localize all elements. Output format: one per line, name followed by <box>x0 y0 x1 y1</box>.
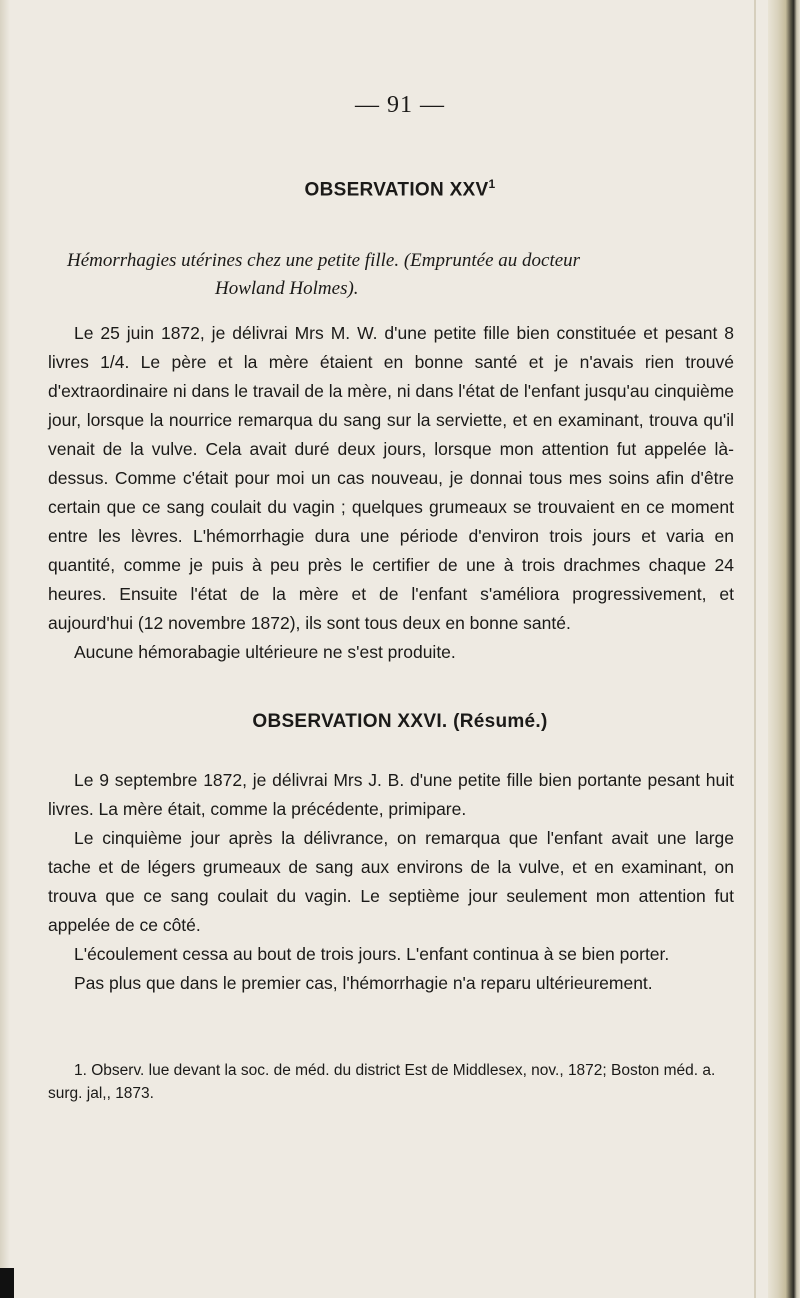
scan-corner-mark <box>0 1268 14 1298</box>
observation-25-paragraph: Aucune hémorabagie ultérieure ne s'est produite. <box>74 642 456 662</box>
observation-25-paragraph: Le 25 juin 1872, je délivrai Mrs M. W. d'une petite fille bien constituée et pesant 8 livres 1/4. Le père et la mère étaient en bonne santé et je n'avais rien trouvé d'extraordinaire ni dans le travail de la mère, ni dans l'état de l'enfant jusqu'au cinquième jour, lorsque la nourrice remarqua du sang sur la serviette, et en examinant, trouva qu'il venait de la vulve. Cela avait duré deux jours, lorsque mon attention fut appelée là-dessus. Comme c'était pour moi un cas nouveau, je donnai tous mes soins afin d'être certain que ce sang coulait du vagin ; quelques grumeaux se trouvaient en ce moment entre les lèvres. L'hémorrhagie dura une période d'environ trois jours et varia en quantité, comme je puis à peu près le certifier de une à trois drachmes chaque 24 heures. Ensuite l'état de la mère et de l'enfant s'améliora progressivement, et aujourd'hui (12 novembre 1872), ils sont tous deux en bonne santé. <box>48 323 734 633</box>
observation-26-body <box>48 766 734 998</box>
observation-25-body <box>48 319 734 667</box>
footnote-text: 1. Observ. lue devant la soc. de méd. du district Est de Middlesex, nov., 1872; Boston méd. a. surg. jal,, 1873. <box>48 1062 716 1102</box>
observation-25-subtitle-line1: Hémorrhagies utérines chez une petite fille. (Empruntée au docteur <box>67 250 581 271</box>
observation-26-paragraph: Le cinquième jour après la délivrance, on remarqua que l'enfant avait une large tache et de légers grumeaux de sang aux environs de la vulve, et en examinant, on trouva que ce sang coulait du vagin. Le septième jour seulement mon attention fut appelée de ce côté. <box>48 828 734 935</box>
observation-26-paragraph: Le 9 septembre 1872, je délivrai Mrs J. B. d'une petite fille bien portante pesant huit livres. La mère était, comme la précédente, primipare. <box>48 770 734 819</box>
observation-26-heading: OBSERVATION XXVI. (Résumé.) <box>252 711 548 732</box>
footnote-mark: 1 <box>488 177 496 191</box>
footnote <box>48 1059 748 1105</box>
page-number: — 91 — <box>355 92 445 118</box>
observation-26-paragraph: L'écoulement cessa au bout de trois jours. L'enfant continua à se bien porter. <box>74 944 670 964</box>
observation-25-heading <box>0 177 800 201</box>
observation-25-title: OBSERVATION XXV <box>304 179 489 201</box>
observation-26-paragraph: Pas plus que dans le premier cas, l'hémorrhagie n'a reparu ultérieurement. <box>74 973 653 993</box>
observation-25-subtitle-line2: Howland Holmes). <box>215 278 359 299</box>
